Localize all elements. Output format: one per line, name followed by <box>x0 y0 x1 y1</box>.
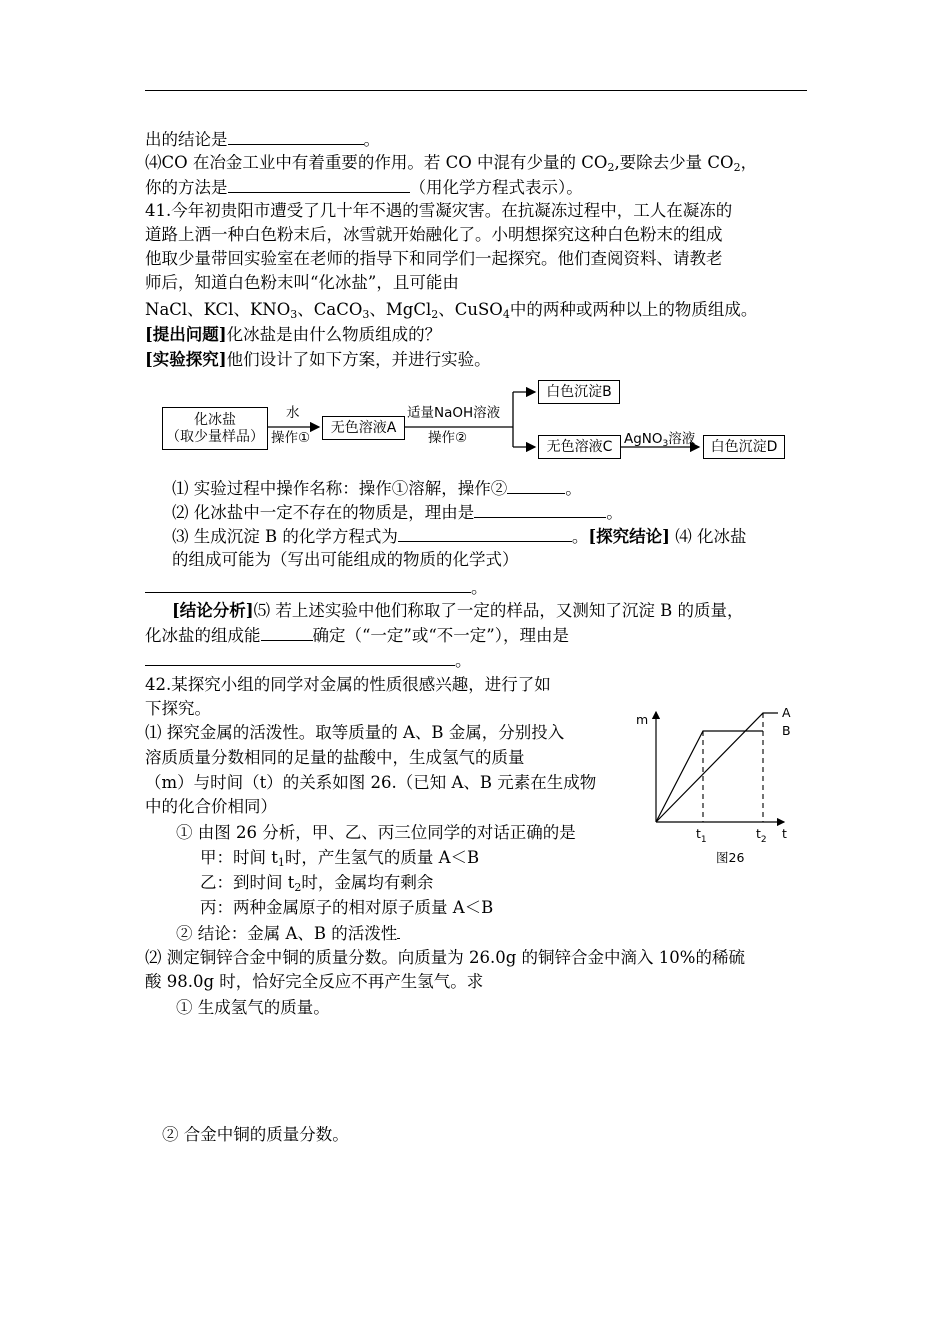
answer-blank[interactable] <box>507 476 565 494</box>
section-tag: [提出问题] <box>145 325 227 344</box>
q42-p1-4: 中的化合价相同） <box>145 797 277 816</box>
question-text: ⑸ 若上述实验中他们称取了一定的样品，又测知了沉淀 B 的质量， <box>253 601 744 620</box>
subscript: 3 <box>362 308 370 321</box>
punct: 。 <box>571 527 589 546</box>
q41-q3 <box>172 524 747 549</box>
flow-op1-label: 操作① <box>271 430 311 446</box>
q42-sub2 <box>176 921 400 946</box>
flow-water-label: 水 <box>286 405 300 421</box>
answer-blank[interactable] <box>474 500 606 518</box>
punct: 。 <box>363 130 380 149</box>
flow-solution-c-box: 无色溶液C <box>538 435 621 459</box>
question-text: ② 结论：金属 A、B 的活泼性 <box>176 924 398 943</box>
question-text: ⑵ 化冰盐中一定不存在的物质是，理由是 <box>172 503 475 522</box>
subscript: 1 <box>277 856 285 869</box>
graph-caption: 图26 <box>716 850 745 865</box>
question-text: 化冰盐是由什么物质组成的？ <box>226 325 442 344</box>
compound-text: 、CaCO <box>297 300 363 319</box>
q41-intro-1: 41.今年初贵阳市遭受了几十年不遇的雪凝灾害。在抗凝冻过程中，工人在凝冻的 <box>145 201 733 220</box>
x-axis-label: t <box>782 826 787 841</box>
q41-q5-answer <box>145 648 472 673</box>
answer-blank[interactable] <box>145 648 455 666</box>
flow-solution-a-box: 无色溶液A <box>322 416 405 440</box>
statement-text: 甲：时间 t <box>200 848 278 867</box>
q42-p2-2: 酸 98.0g 时，恰好完全反应不再产生氢气。求 <box>145 972 484 991</box>
q41-q4-answer <box>145 575 488 600</box>
flow-precipitate-d-box: 白色沉淀D <box>703 435 785 459</box>
compound-text: 、MgCl <box>369 300 432 319</box>
flow-agno3-label <box>624 431 695 447</box>
q42-p2-q1: ① 生成氢气的质量。 <box>176 998 330 1017</box>
answer-blank[interactable] <box>397 921 400 939</box>
punct: 。 <box>455 651 472 670</box>
q41-q4: 的组成可能为（写出可能组成的物质的化学式） <box>172 550 519 569</box>
y-axis-label: m <box>636 712 649 727</box>
flow-precipitate-b-box: 白色沉淀B <box>538 380 620 404</box>
flow-label: 溶液 <box>668 431 696 447</box>
series-a-label: A <box>782 705 791 720</box>
q41-q5-line2 <box>145 623 569 648</box>
graph-26 <box>630 700 800 870</box>
series-b-line <box>656 731 763 822</box>
q42-p2-q2: ② 合金中铜的质量分数。 <box>162 1125 349 1144</box>
section-tag: [实验探究] <box>145 350 227 369</box>
q42-p1-3: （m）与时间（t）的关系如图 26.（已知 A、B 元素在生成物 <box>145 773 597 792</box>
q42-p2-1: ⑵ 测定铜锌合金中铜的质量分数。向质量为 26.0g 的铜锌合金中滴入 10%的稀硫 <box>145 948 745 967</box>
flow-label: （取少量样品） <box>166 428 264 445</box>
q40-method-label: 你的方法是 <box>145 178 228 197</box>
subscript: 2 <box>294 881 302 894</box>
series-b-label: B <box>782 723 791 738</box>
q42-intro-1: 42.某探究小组的同学对金属的性质很感兴趣，进行了如 <box>145 675 551 694</box>
subscript: 3 <box>662 439 669 449</box>
flow-label: 化冰盐 <box>194 411 236 428</box>
subscript: 4 <box>502 308 510 321</box>
punct: ， <box>740 153 758 172</box>
subscript: 2 <box>431 308 439 321</box>
q40-method-note: （用化学方程式表示）。 <box>409 178 583 197</box>
question-text: ⑴ 实验过程中操作名称：操作①溶解，操作② <box>172 479 508 498</box>
flow-op2-label: 操作② <box>428 430 468 446</box>
punct: 。 <box>471 578 488 597</box>
q42-bing: 丙：两种金属原子的相对原子质量 A＜B <box>200 898 494 917</box>
q41-intro-4: 师后，知道白色粉末叫“化冰盐”，且可能由 <box>145 273 459 292</box>
t1-label: $t_1$ <box>696 826 707 845</box>
q42-yi <box>200 871 433 895</box>
question-text: 化冰盐的组成能 <box>145 626 261 645</box>
answer-blank[interactable] <box>145 575 471 593</box>
compound-text: 、CuSO <box>438 300 503 319</box>
q41-q5 <box>172 599 744 623</box>
flow-naoh-label: 适量NaOH溶液 <box>407 405 501 421</box>
section-tag: [探究结论] <box>588 527 670 546</box>
t2-label: $t_2$ <box>756 826 767 845</box>
statement-text: 乙：到时间 t <box>200 873 295 892</box>
q41-q1 <box>172 476 582 501</box>
flow-label: AgNO <box>624 431 663 447</box>
section-tag: [结论分析] <box>172 601 254 620</box>
punct: 。 <box>606 503 623 522</box>
question-text: ⑶ 生成沉淀 B 的化学方程式为 <box>172 527 398 546</box>
q42-jia <box>200 846 479 870</box>
q41-intro-2: 道路上洒一种白色粉末后，冰雪就开始融化了。小明想探究这种白色粉末的组成 <box>145 225 723 244</box>
compound-text: 中的两种或两种以上的物质组成。 <box>509 300 758 319</box>
q40-conclusion-label: 出的结论是 <box>145 130 228 149</box>
answer-blank[interactable] <box>398 524 572 542</box>
question-text: ⑷ 化冰盐 <box>670 527 747 546</box>
q42-intro-2: 下探究。 <box>145 699 211 718</box>
question-text: 确定（“一定”或“不一定”），理由是 <box>312 626 569 645</box>
subscript: 2 <box>733 161 741 174</box>
q42-sub1: ① 由图 26 分析，甲、乙、丙三位同学的对话正确的是 <box>176 823 576 842</box>
explore-text: 他们设计了如下方案，并进行实验。 <box>226 350 491 369</box>
punct: 。 <box>565 479 582 498</box>
compound-text: NaCl、KCl、KNO <box>145 300 291 319</box>
answer-blank[interactable] <box>261 623 313 641</box>
statement-text: 时，金属均有剩余 <box>301 873 434 892</box>
q40-co-text: ⑷CO 在冶金工业中有着重要的作用。若 CO 中混有少量的 CO <box>145 153 608 172</box>
q41-q2 <box>172 500 623 525</box>
q42-p1-1: ⑴ 探究金属的活泼性。取等质量的 A、B 金属，分别投入 <box>145 723 565 742</box>
q41-intro-3: 他取少量带回实验室在老师的指导下和同学们一起探究。他们查阅资料、请教老 <box>145 249 723 268</box>
subscript: 3 <box>290 308 298 321</box>
flow-start-box <box>162 407 268 450</box>
statement-text: 时，产生氢气的质量 A＜B <box>284 848 480 867</box>
subscript: 2 <box>607 161 615 174</box>
q40-co-text2: ,要除去少量 CO <box>614 153 734 172</box>
series-a-line <box>656 713 778 822</box>
q42-p1-2: 溶质质量分数相同的足量的盐酸中，生成氢气的质量 <box>145 748 525 767</box>
